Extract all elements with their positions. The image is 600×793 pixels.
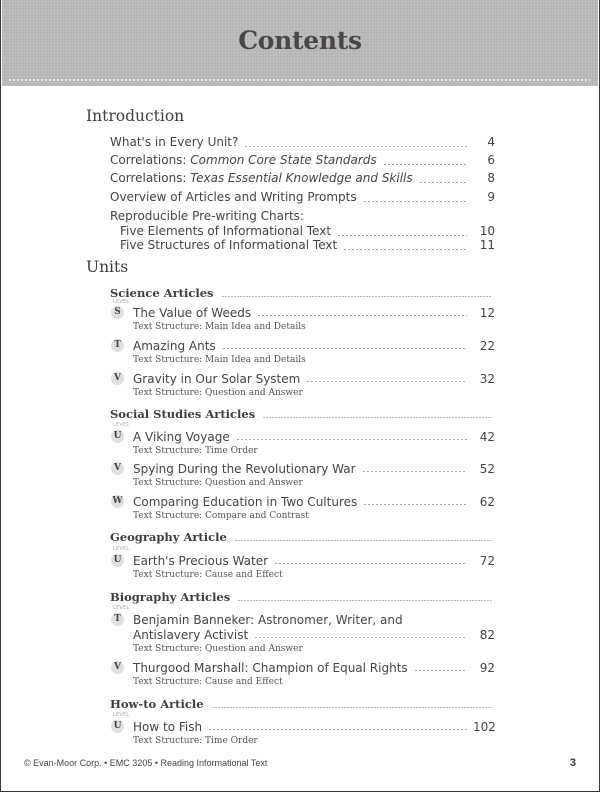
page-title: Contents — [238, 26, 362, 55]
level-badge: V — [111, 661, 124, 674]
dot-leader — [222, 348, 467, 349]
page-number: 9 — [487, 190, 495, 204]
toc-entry-correlations-ccss[interactable] — [110, 153, 495, 169]
page-number: 11 — [479, 238, 495, 252]
toc-entry-value-of-weeds[interactable] — [133, 306, 495, 320]
toc-entry-label: Correlations: Common Core State Standards — [110, 153, 377, 167]
dot-leader — [419, 182, 467, 183]
toc-entry-whats-in-every-unit[interactable] — [110, 135, 495, 151]
toc-entry-five-structures[interactable] — [120, 238, 495, 254]
toc-entry-label: Five Elements of Informational Text — [120, 224, 332, 238]
article-title: Amazing Ants — [133, 339, 216, 353]
toc-entry-banneker-line1[interactable] — [133, 613, 495, 627]
toc-entry-amazing-ants[interactable] — [133, 339, 495, 353]
dot-leader — [274, 563, 467, 564]
category-heading-biography — [110, 590, 492, 604]
dot-leader — [362, 471, 467, 472]
dashed-rule — [238, 600, 492, 601]
article-title: Thurgood Marshall: Champion of Equal Rights — [133, 661, 408, 675]
category-title: Biography Articles — [110, 590, 231, 604]
dashed-rule — [212, 707, 492, 708]
toc-entry-label: Five Structures of Informational Text — [120, 238, 338, 252]
section-heading-introduction: Introduction — [86, 107, 185, 125]
page-number: 4 — [487, 135, 495, 149]
dashed-rule — [235, 540, 492, 541]
page-number: 6 — [487, 153, 495, 167]
toc-entry-thurgood-marshall[interactable] — [133, 661, 495, 675]
level-badge: W — [112, 496, 123, 506]
text-structure: Text Structure: Main Idea and Details — [133, 322, 306, 332]
toc-entry-how-to-fish[interactable] — [133, 720, 495, 734]
article-title: The Value of Weeds — [133, 306, 252, 320]
footer-page-number: 3 — [569, 757, 576, 769]
article-title-line1: Benjamin Banneker: Astronomer, Writer, and — [133, 613, 403, 627]
dashed-rule — [222, 296, 493, 297]
article-title: Comparing Education in Two Cultures — [133, 495, 358, 509]
text-structure: Text Structure: Main Idea and Details — [133, 355, 306, 365]
toc-entry-overview[interactable] — [110, 190, 495, 206]
article-title: Gravity in Our Solar System — [133, 372, 301, 386]
level-label: LEVEL — [113, 546, 130, 552]
dashed-rule — [263, 417, 492, 418]
toc-entry-viking-voyage[interactable] — [133, 430, 495, 444]
toc-entry-banneker[interactable] — [133, 628, 495, 642]
text-structure: Text Structure: Compare and Contrast — [133, 511, 309, 521]
dot-leader — [343, 249, 467, 250]
article-title: Earth's Precious Water — [133, 554, 269, 568]
category-title: Geography Article — [110, 530, 227, 544]
level-badge: T — [111, 339, 124, 352]
banner-dotted-divider — [8, 79, 590, 81]
text-structure: Text Structure: Time Order — [133, 736, 258, 746]
dot-leader — [236, 439, 467, 440]
page-number: 82 — [479, 628, 495, 642]
level-badge: U — [111, 554, 124, 567]
article-title: How to Fish — [133, 720, 203, 734]
level-label: LEVEL — [113, 422, 130, 428]
page-number: 10 — [479, 224, 495, 238]
level-label: LEVEL — [113, 605, 130, 611]
page-number: 62 — [479, 495, 495, 509]
contents-banner — [2, 0, 598, 86]
level-label: LEVEL — [113, 299, 130, 305]
toc-entry-label: Correlations: Texas Essential Knowledge and Skills — [110, 171, 413, 185]
page-number: 102 — [473, 720, 496, 734]
level-badge: V — [111, 372, 124, 385]
dot-leader — [254, 637, 467, 638]
text-structure: Text Structure: Cause and Effect — [133, 570, 283, 580]
article-title: Spying During the Revolutionary War — [133, 462, 356, 476]
footer-credit: © Evan-Moor Corp. • EMC 3205 • Reading Informational Text — [24, 758, 268, 768]
text-structure: Text Structure: Question and Answer — [133, 478, 303, 488]
category-title: Science Articles — [110, 286, 214, 300]
page-number: 52 — [479, 462, 495, 476]
toc-entry-earths-precious-water[interactable] — [133, 554, 495, 568]
page-number: 22 — [479, 339, 495, 353]
category-title: How-to Article — [110, 697, 204, 711]
toc-group-label-prewriting-charts: Reproducible Pre-writing Charts: — [110, 209, 304, 223]
section-heading-units: Units — [86, 258, 129, 276]
page-number: 8 — [487, 171, 495, 185]
toc-entry-gravity[interactable] — [133, 372, 495, 386]
dot-leader — [208, 729, 467, 730]
toc-entry-label: What's in Every Unit? — [110, 135, 239, 149]
category-heading-social-studies — [110, 407, 492, 421]
dot-leader — [363, 201, 467, 202]
article-title: A Viking Voyage — [133, 430, 230, 444]
page-number: 72 — [479, 554, 495, 568]
dot-leader — [306, 381, 467, 382]
category-heading-how-to — [110, 697, 492, 711]
level-badge: U — [111, 430, 124, 443]
page-number: 42 — [479, 430, 495, 444]
page-number: 92 — [479, 661, 495, 675]
page-number: 32 — [479, 372, 495, 386]
dot-leader — [383, 164, 467, 165]
category-title: Social Studies Articles — [110, 407, 256, 421]
category-heading-science — [110, 286, 492, 300]
text-structure: Text Structure: Question and Answer — [133, 388, 303, 398]
toc-entry-label: Overview of Articles and Writing Prompts — [110, 190, 357, 204]
page-number: 12 — [479, 306, 495, 320]
dot-leader — [244, 146, 467, 147]
toc-entry-spying[interactable] — [133, 462, 495, 476]
text-structure: Text Structure: Time Order — [133, 446, 258, 456]
text-structure: Text Structure: Cause and Effect — [133, 677, 283, 687]
dot-leader — [337, 235, 467, 236]
level-badge: U — [111, 720, 124, 733]
level-badge: S — [111, 306, 124, 319]
toc-entry-correlations-teks[interactable] — [110, 171, 495, 187]
level-label: LEVEL — [113, 712, 130, 718]
dot-leader — [363, 504, 467, 505]
category-heading-geography — [110, 530, 492, 544]
level-badge: T — [111, 613, 124, 626]
text-structure: Text Structure: Question and Answer — [133, 644, 303, 654]
level-badge: V — [111, 462, 124, 475]
dot-leader — [257, 315, 467, 316]
toc-entry-comparing-education[interactable] — [133, 495, 495, 509]
dot-leader — [414, 670, 467, 671]
article-title: Antislavery Activist — [133, 628, 249, 642]
